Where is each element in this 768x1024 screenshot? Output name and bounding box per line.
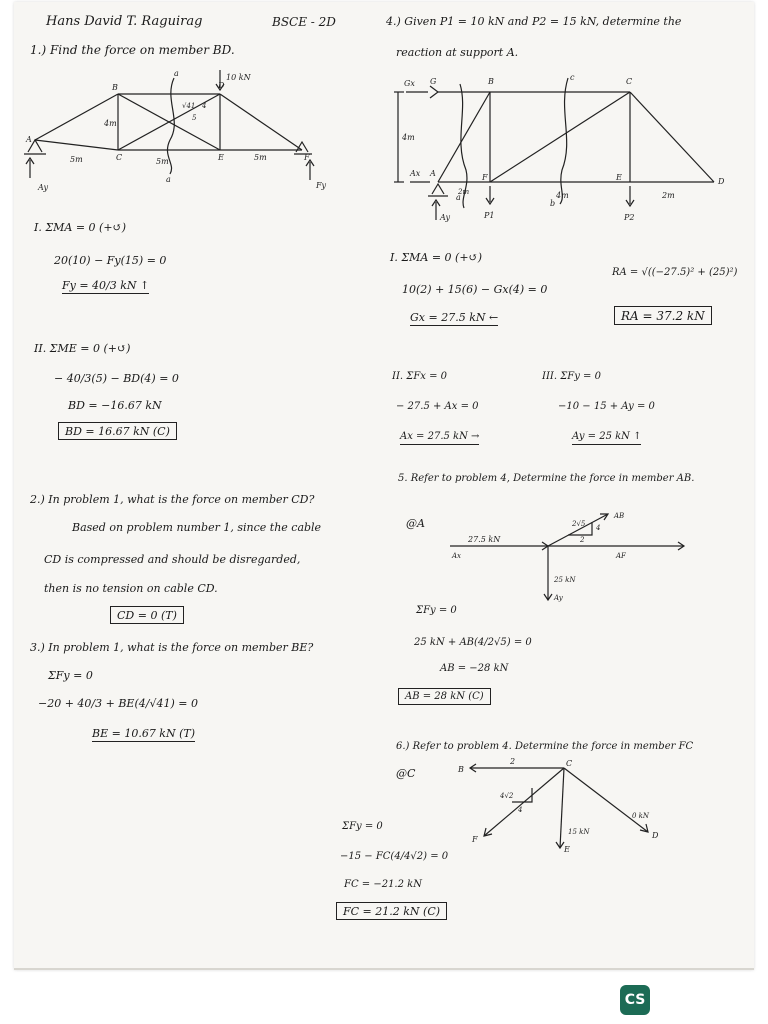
p1-step1-title: I. ΣMA = 0 (+↺) [34, 221, 127, 234]
p4-load-p1: P1 [484, 211, 495, 220]
p6-force-down: 15 kN [568, 828, 590, 836]
p2-text-line1: Based on problem number 1, since the cable [72, 521, 322, 534]
p4-node-c: C [626, 77, 633, 86]
p4-label-gx: Gx [404, 79, 415, 88]
p5-label-ay: Ay [554, 594, 563, 602]
p6-slope-triangle [512, 788, 532, 802]
p1-height-label: 4m [104, 119, 117, 128]
p5-at-label: @A [406, 517, 425, 530]
p1-node-e: E [218, 153, 224, 162]
p2-answer-box: CD = 0 (T) [110, 606, 184, 624]
p6-slope-label: 4√2 [500, 792, 514, 800]
p5-equation1: ΣFy = 0 [416, 605, 457, 616]
section-label: BSCE - 2D [272, 15, 336, 29]
p6-equation2: −15 − FC(4/4√2) = 0 [340, 851, 449, 862]
p6-node-e: E [564, 845, 570, 854]
p5-equation2: 25 kN + AB(4/2√5) = 0 [414, 637, 532, 648]
p4-node-e: E [616, 173, 622, 182]
p4-height-label: 4m [402, 133, 415, 142]
p6-node-f: F [472, 835, 478, 844]
author-name: Hans David T. Raguirag [46, 14, 203, 29]
p1-step1-equation: 20(10) − Fy(15) = 0 [54, 254, 167, 267]
p4-ra-answer-box: RA = 37.2 kN [614, 306, 712, 325]
p1-truss-diagram [20, 60, 350, 200]
p4-question-line2: reaction at support A. [396, 46, 519, 59]
p5-slope-4: 4 [596, 524, 601, 532]
p6-question: 6.) Refer to problem 4. Determine the force in member FC [396, 741, 694, 752]
p5-label-ax: Ax [452, 552, 462, 560]
p4-step1-result: Gx = 27.5 kN ← [410, 311, 499, 324]
p3-equation1: ΣFy = 0 [48, 669, 93, 682]
p4-section-b: b [550, 199, 556, 208]
p4-section-a: a [456, 193, 461, 202]
p4-span-af: 2m [458, 188, 470, 196]
p4-node-f: F [482, 173, 488, 182]
p6-equation3: FC = −21.2 kN [344, 879, 422, 890]
p2-text-line2: CD is compressed and should be disregarded, [44, 553, 301, 566]
p4-node-a: A [430, 169, 436, 178]
p4-span-ed: 2m [662, 191, 675, 200]
p5-fbd-lines [450, 514, 684, 600]
p5-label-ab: AB [614, 512, 625, 520]
p1-span-ce: 5m [156, 157, 169, 166]
p1-slope-4: 4 [202, 102, 207, 110]
p4-step1-title: I. ΣMA = 0 (+↺) [390, 251, 483, 264]
p4-step2-equation: − 27.5 + Ax = 0 [396, 401, 479, 412]
p1-reaction-fy: Fy [316, 181, 327, 190]
p5-slope-label: 2√5 [572, 520, 586, 528]
p1-truss-members [35, 94, 302, 150]
p1-answer-box: BD = 16.67 kN (C) [58, 422, 177, 440]
p1-load-label: 10 kN [226, 73, 251, 82]
p3-equation2: −20 + 40/3 + BE(4/√41) = 0 [38, 697, 198, 710]
p1-slope-label: √41 [182, 102, 196, 110]
p1-step2-title: II. ΣME = 0 (+↺) [34, 342, 131, 355]
p4-label-g: G [430, 77, 437, 86]
p4-step2-result: Ax = 27.5 kN → [400, 432, 479, 445]
p6-node-c: C [566, 759, 573, 768]
p4-section-c: c [570, 73, 575, 82]
p1-span-ef: 5m [254, 153, 267, 162]
p4-question-line1: 4.) Given P1 = 10 kN and P2 = 15 kN, determine the [386, 15, 682, 28]
p6-slope-4: 4 [518, 806, 523, 814]
p6-equation1: ΣFy = 0 [342, 821, 383, 832]
p4-step3-result: Ay = 25 kN ↑ [572, 432, 641, 445]
p1-node-b: B [112, 83, 118, 92]
p5-force-left: 27.5 kN [468, 535, 501, 544]
p4-node-d: D [718, 177, 725, 186]
p4-step1-equation: 10(2) + 15(6) − Gx(4) = 0 [402, 283, 548, 296]
p4-ra-equation: RA = √((−27.5)² + (25)²) [612, 267, 738, 278]
p5-label-af: AF [616, 552, 626, 560]
p4-label-ay: Ay [440, 213, 450, 222]
p1-node-f: F [304, 153, 310, 162]
p4-load-p2: P2 [624, 213, 635, 222]
p5-equation3: AB = −28 kN [440, 663, 509, 674]
p4-step3-equation: −10 − 15 + Ay = 0 [558, 401, 655, 412]
p1-slope-5: 5 [192, 114, 197, 122]
p5-answer-box: AB = 28 kN (C) [398, 688, 491, 705]
p1-span-ac: 5m [70, 155, 83, 164]
p6-at-label: @C [396, 767, 416, 780]
p5-force-down: 25 kN [554, 576, 576, 584]
p4-step2-title: II. ΣFx = 0 [392, 371, 448, 382]
p1-node-c: C [116, 153, 123, 162]
p2-text-line3: then is no tension on cable CD. [44, 582, 218, 595]
p5-slope-2: 2 [580, 536, 585, 544]
p1-section-a-bottom: a [166, 175, 171, 184]
p4-node-b: B [488, 77, 494, 86]
p6-fbd-lines [470, 764, 648, 848]
p6-node-b: B [458, 765, 464, 774]
p6-fbd-diagram [460, 752, 700, 872]
p5-fbd-diagram [440, 500, 700, 610]
p2-question: 2.) In problem 1, what is the force on member CD? [30, 493, 315, 506]
p3-question: 3.) In problem 1, what is the force on member BE? [30, 641, 314, 654]
p1-reaction-ay: Ay [38, 183, 48, 192]
p4-label-ax: Ax [410, 169, 421, 178]
p6-node-d: D [652, 831, 659, 840]
p4-span-fe: 4m [556, 191, 569, 200]
p6-top-dim: 2 [510, 757, 516, 766]
p1-section-a-top: a [174, 69, 179, 78]
p6-answer-box: FC = 21.2 kN (C) [336, 902, 447, 920]
p1-question: 1.) Find the force on member BD. [30, 43, 235, 57]
p3-result: BE = 10.67 kN (T) [92, 727, 196, 740]
p1-node-a: A [26, 135, 32, 144]
p4-truss-diagram [390, 70, 740, 230]
p5-question: 5. Refer to problem 4, Determine the force in member AB. [398, 473, 695, 484]
p1-step2-equation: − 40/3(5) − BD(4) = 0 [54, 372, 179, 385]
p1-node-d: D [218, 81, 225, 90]
camscanner-badge: CS [620, 985, 650, 1015]
p1-step2-value: BD = −16.67 kN [68, 399, 162, 412]
p6-force-right: 0 kN [632, 812, 650, 820]
p4-truss-members [438, 92, 714, 182]
p4-step3-title: III. ΣFy = 0 [542, 371, 601, 382]
page-edge [14, 968, 754, 970]
p4-section-cuts [460, 78, 568, 208]
p1-step1-result: Fy = 40/3 kN ↑ [62, 279, 150, 292]
